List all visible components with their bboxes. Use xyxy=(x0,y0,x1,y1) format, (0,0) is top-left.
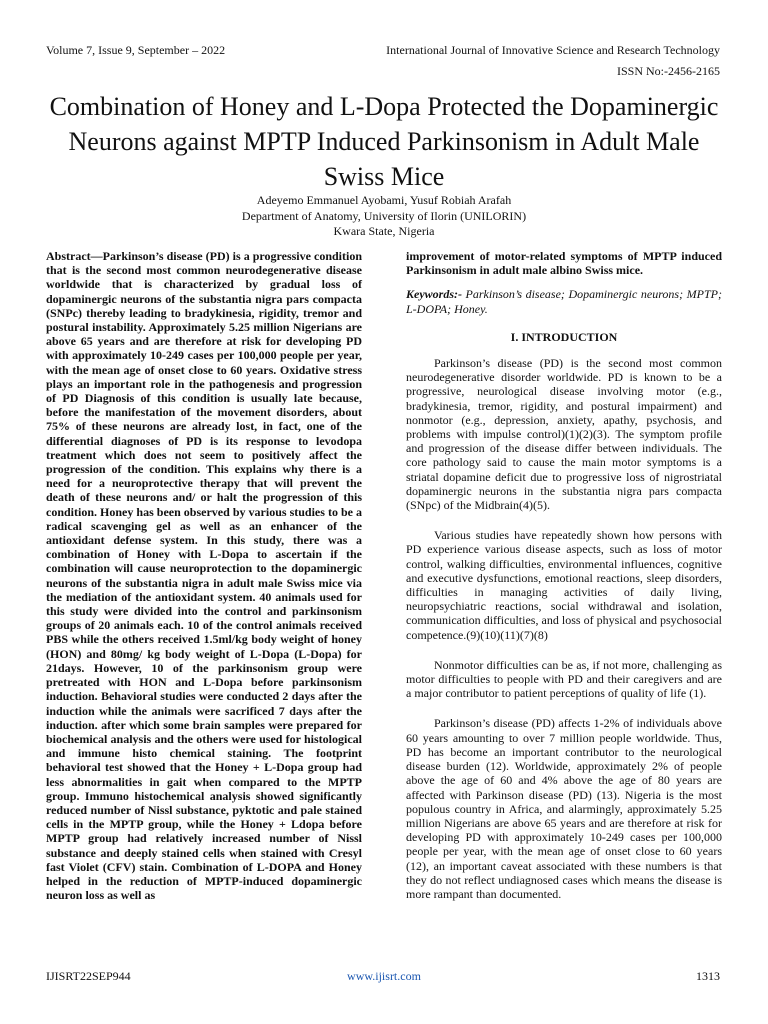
running-header-volume: Volume 7, Issue 9, September – 2022 xyxy=(46,43,226,57)
intro-paragraph-2: Various studies have repeatedly shown how persons with PD experience various disease aspects, such as loss of motor control, walking difficulties, environmental influences, cognitive and executive dysfunctions, emotional reactions, sleep disorders, difficulties in managing activities of daily living, neuropsychiatric reactions, social withdrawal and isolation, communication difficulties, and loss of physical and psychosocial competence.(9)(10)(11)(7)(8) xyxy=(406,528,722,642)
paper-title: Combination of Honey and L-Dopa Protected the Dopaminergic Neurons against MPTP Induced Parkinsonism in Adult Male Swiss Mice xyxy=(49,92,719,191)
introduction-heading: I. INTRODUCTION xyxy=(510,329,618,344)
author-names: Adeyemo Emmanuel Ayobami, Yusuf Robiah Arafah xyxy=(256,193,512,207)
keywords xyxy=(406,287,722,315)
left-column xyxy=(46,249,362,902)
issn-number: ISSN No:-2456-2165 xyxy=(616,64,720,78)
keywords-label: Keywords:- xyxy=(406,287,462,302)
running-header-journal: International Journal of Innovative Science and Research Technology xyxy=(386,43,720,57)
abstract-text: Parkinson’s disease (PD) is a progressive condition that is the second most common neurodegenerative disease worldwide that is characterized by gradual loss of dopaminergic neurons of the substantia nigra pars compacta (SNPc) thereby leading to bradykinesia, rigidity, tremor and postural instability. Approximately 5.25 million Nigerians are above 65 years and are therefore at risk for developing PD with approximately 10-249 cases per 100,000 people per year, with the mean age of onset close to 60 years. Oxidative stress plays an important role in the pathogenesis and progression of PD Diagnosis of this condition is usually late because, before the manifestation of the movement disorders, about 75% of these neurons are already lost, in fact, one of the differential diagnoses of PD is its response to levodopa treatment which does not seem to positively affect the progression of the condition. This explains why there is a need for a neuroprotective therapy that will prevent the death of these neurons and/ or halt the progression of this condition. Honey has been observed by various studies to be a radical scavenging gel as well as an enhancer of the antioxidant defense system. In this study, there was a combination of Honey with L-Dopa to ascertain if the combination will cause neuroprotection to the dopaminergic neurons of the substantia nigra in adult male Swiss mice via the mediation of the antioxidant system. 40 animals used for this study were divided into the control and parkinsonism groups of 20 animals each. 10 of the control animals received PBS while the others received 1.5ml/kg body weight of honey (HON) and 80mg/ kg body weight of L-Dopa (L-Dopa) for 21days. However, 10 of the parkinsonism group were pretreated with HON and L-Dopa before parkinsonism induction. Behavioral studies were conducted 2 days after the induction while the animals were sacrificed 7 days after the induction. after which some brain samples were prepared for biochemical analysis and the others were used for histological and immune histo chemical staining. The footprint behavioral test showed that the Honey + L-Dopa group had less abnormalities in gait when compared to the MPTP group. Immuno histochemical analysis showed significantly reduced number of Nissl substance, pyktotic and pale stained cells in the MPTP group, while the Honey + Ldopa before MPTP group had relatively increased number of Nissl substance and deeply stained cells when stained with Cresyl fast Violet (CFV) stain. Combination of L-DOPA and Honey helped in the reduction of MPTP-induced dopaminergic neuron loss as well as xyxy=(46,249,362,903)
right-column xyxy=(406,249,722,917)
intro-paragraph-4: Parkinson’s disease (PD) affects 1-2% of individuals above 60 years amounting to over 7 million people worldwide. Thus, PD has become an important contributor to the neurological disease burden (12). Worldwide, approximately 2% of people above the age of 60 and 4% above the age of 80 years are affected with Parkinson disease (PD) (13). Nigeria is the most populous country in Africa, and alarmingly, approximately 5.25 million Nigerians are above 65 years and are therefore at risk for developing PD with approximately 10-249 cases per 100,000 people per year, with the mean age of onset close to 60 years (12), an important caveat associated with these numbers is that they do not reflect undiagnosed cases which means the disease is more rampant than documented. xyxy=(406,716,722,901)
keywords-text: Parkinson’s disease; Dopaminergic neurons; MPTP; L-DOPA; Honey. xyxy=(406,287,722,316)
abstract-label: Abstract— xyxy=(46,249,103,263)
author-location: Kwara State, Nigeria xyxy=(333,224,435,238)
intro-paragraph-1: Parkinson’s disease (PD) is the second most common neurodegenerative disorder worldwide. PD is known to be a progressive, neurological disease involving motor (e.g., bradykinesia, tremor, rigidity, and postural impairment) and nonmotor (e.g., depression, anxiety, apathy, psychosis, and problems with impulse control)(1)(2)(3). The symptom profile and progression of the disease differ between individuals. The core pathology said to cause the main motor symptoms is a striatal dopamine deficit due to progressive loss of nigrostriatal dopaminergic neurons in the substantia nigra pars compacta (SNpc) of the Midbrain(4)(5). xyxy=(406,356,722,513)
intro-paragraph-3: Nonmotor difficulties can be as, if not more, challenging as motor difficulties to people with PD and their caregivers and are a major contributor to patient perceptions of quality of life (1). xyxy=(406,657,722,701)
footer-url-link[interactable]: www.ijisrt.com xyxy=(347,969,421,983)
footer-paper-id: IJISRT22SEP944 xyxy=(46,969,131,983)
abstract-continuation: improvement of motor-related symptoms of MPTP induced Parkinsonism in adult male albino Swiss mice. xyxy=(406,249,722,278)
abstract xyxy=(46,249,362,902)
author-block xyxy=(0,193,768,240)
footer-page-number: 1313 xyxy=(696,969,720,983)
author-department: Department of Anatomy, University of Ilorin (UNILORIN) xyxy=(241,208,527,223)
